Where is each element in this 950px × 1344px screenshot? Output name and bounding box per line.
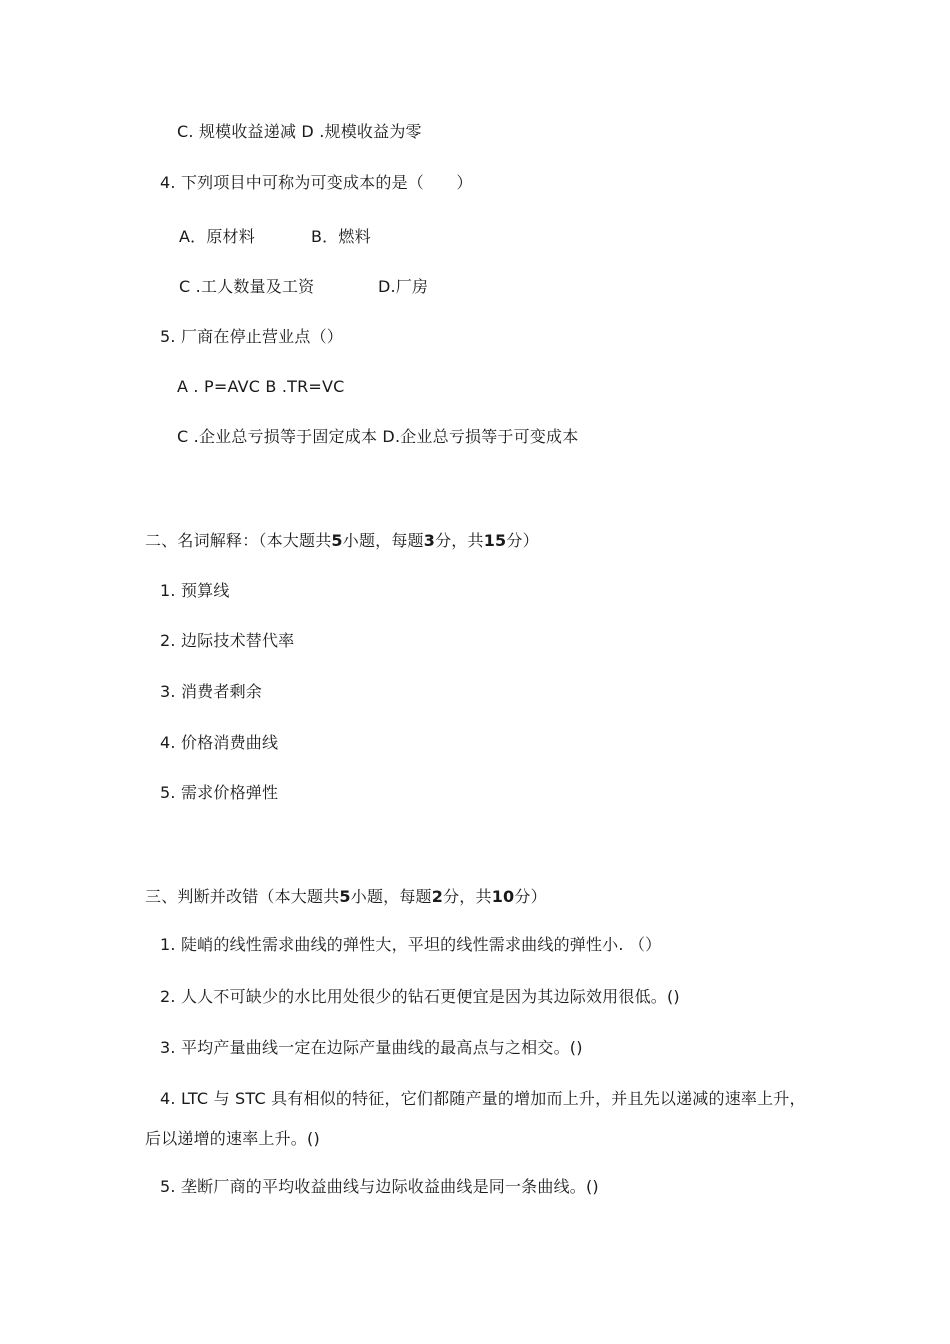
item-text: LTC 与 STC 具有相似的特征，它们都随产量的增加而上升，并且先以递减的速率上升， [180, 1089, 806, 1108]
item-number: 4. [160, 1089, 176, 1108]
question-number: 5. [160, 327, 176, 346]
list-item [160, 580, 230, 602]
item-text: 边际技术替代率 [180, 631, 295, 650]
heading-points-each: 2 [431, 887, 444, 906]
heading-text: 二、名词解释：（本大题共 [145, 531, 332, 550]
heading-text: 分，共 [435, 531, 484, 550]
item-text: 垄断厂商的平均收益曲线与边际收益曲线是同一条曲线。() [180, 1177, 599, 1196]
item-number: 2. [160, 987, 176, 1006]
item-text: 消费者剩余 [180, 682, 262, 701]
item-number: 1. [160, 581, 176, 600]
heading-points-total: 10 [491, 887, 515, 906]
question-text: 厂商在停止营业点（） [180, 327, 343, 346]
item-number: 2. [160, 631, 176, 650]
q4-option-b: B．燃料 [311, 227, 371, 246]
list-item [160, 681, 262, 703]
heading-count: 5 [339, 887, 351, 906]
heading-text: 小题，每题 [342, 531, 424, 550]
item-text: 平均产量曲线一定在边际产量曲线的最高点与之相交。() [180, 1038, 583, 1057]
heading-count: 5 [331, 531, 343, 550]
item-number: 3. [160, 682, 176, 701]
item-number: 5. [160, 1177, 176, 1196]
heading-points-each: 3 [423, 531, 436, 550]
list-item [160, 1176, 599, 1198]
item-number: 3. [160, 1038, 176, 1057]
heading-text: 分） [514, 887, 547, 906]
section-3-heading [145, 886, 547, 908]
question-4 [160, 172, 473, 194]
question-text: 下列项目中可称为可变成本的是（ ） [180, 173, 473, 192]
list-item [160, 986, 680, 1008]
item-text: 需求价格弹性 [180, 783, 279, 802]
q4-option-a: A．原材料 [179, 227, 255, 246]
list-item [160, 1088, 806, 1110]
item-text: 价格消费曲线 [180, 733, 279, 752]
item-text: 陡峭的线性需求曲线的弹性大，平坦的线性需求曲线的弹性小. （） [180, 935, 662, 954]
list-item-continuation: 后以递增的速率上升。() [145, 1129, 320, 1148]
heading-text: 分，共 [443, 887, 492, 906]
question-number: 4. [160, 173, 176, 192]
section-2-heading [145, 530, 539, 552]
q3-options-cd: C. 规模收益递减 D .规模收益为零 [177, 122, 422, 141]
list-item [160, 1037, 583, 1059]
list-item [160, 782, 278, 804]
q4-option-d: D.厂房 [378, 277, 429, 296]
item-text: 人人不可缺少的水比用处很少的钻石更便宜是因为其边际效用很低。() [180, 987, 680, 1006]
item-number: 5. [160, 783, 176, 802]
heading-points-total: 15 [483, 531, 507, 550]
list-item [160, 934, 661, 956]
heading-text: 小题，每题 [350, 887, 432, 906]
item-text: 预算线 [180, 581, 230, 600]
list-item [160, 630, 294, 652]
item-number: 1. [160, 935, 176, 954]
heading-text: 分） [506, 531, 539, 550]
question-5 [160, 326, 343, 348]
q5-options-ab: A . P=AVC B .TR=VC [177, 377, 345, 396]
q4-option-c: C .工人数量及工资 [179, 277, 315, 296]
heading-text: 三、判断并改错（本大题共 [145, 887, 340, 906]
q5-options-cd: C .企业总亏损等于固定成本 D.企业总亏损等于可变成本 [177, 427, 579, 446]
item-number: 4. [160, 733, 176, 752]
list-item [160, 732, 278, 754]
